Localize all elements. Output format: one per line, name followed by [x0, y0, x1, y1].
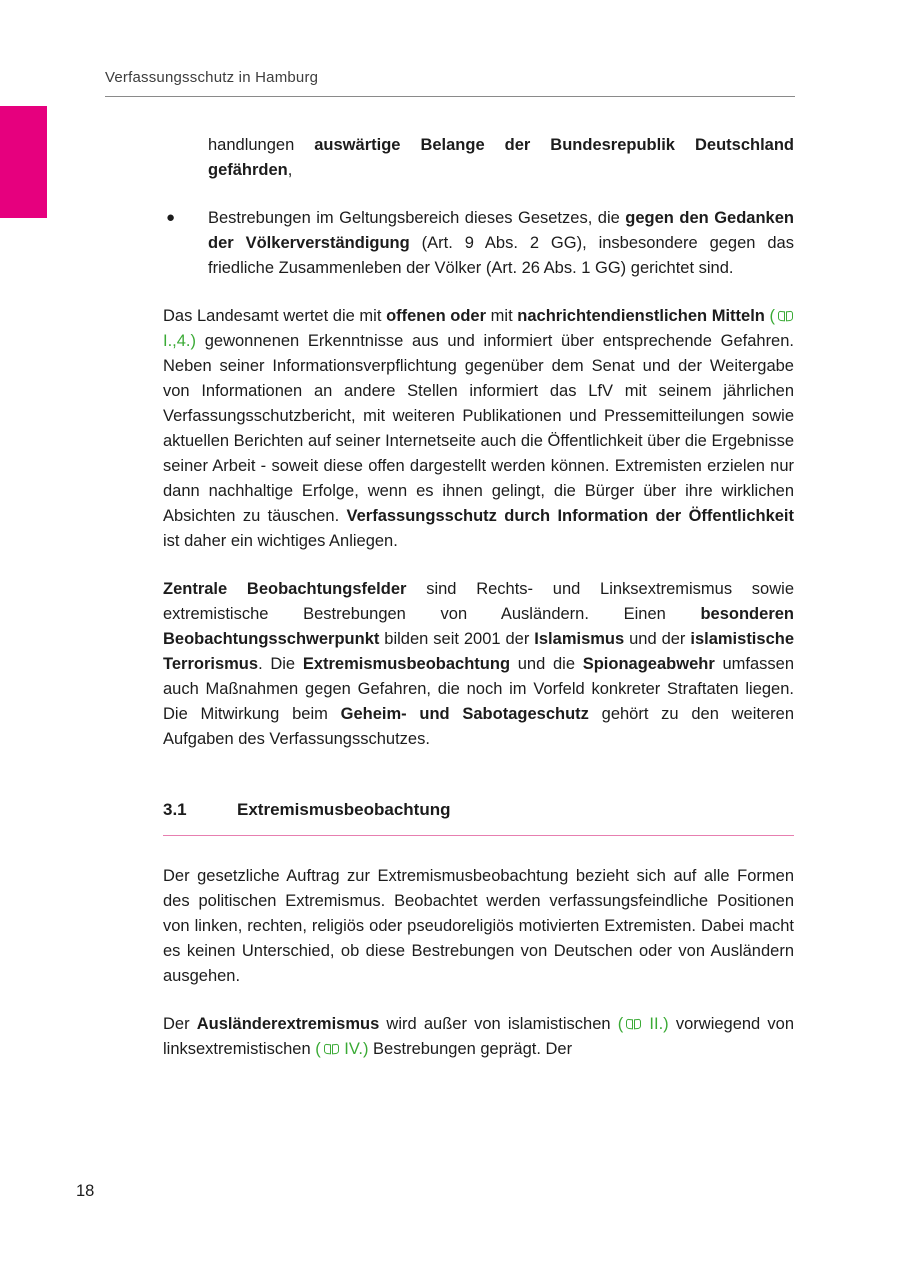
text-run: Bestrebungen im Geltungsbereich dieses Gesetzes, die: [208, 209, 626, 227]
text-run: . Die: [258, 655, 303, 673]
cross-reference-link[interactable]: IV.): [339, 1040, 369, 1058]
running-header: [105, 69, 795, 97]
text-run: Ausländerextremismus: [196, 1015, 380, 1033]
text-run: Verfassungsschutz durch Information der Öffentlichkeit: [346, 507, 795, 525]
text-run: bilden seit 2001 der: [379, 630, 535, 648]
text-run: vorwiegend von linksextremistischen: [163, 1015, 795, 1058]
paragraph-auslaenderextremismus: [163, 1012, 794, 1062]
cross-reference-link[interactable]: (: [617, 1015, 624, 1033]
paragraph-public-information: [163, 304, 794, 554]
book-icon: [324, 1044, 339, 1055]
text-run: und die: [510, 655, 583, 673]
section-number: 3.1: [163, 800, 187, 819]
text-run: wird außer von islamistischen: [379, 1015, 618, 1033]
page-number: 18: [76, 1182, 95, 1200]
text-run: Der: [163, 1015, 197, 1033]
text-run: besonderen Beobachtungsschwerpunkt: [163, 605, 794, 648]
section-title: Extremismusbeobachtung: [237, 800, 451, 819]
text-run: sind Rechts- und Linksextremismus sowie extremistische Bestrebungen von Ausländern. Einen: [163, 580, 794, 623]
text-run: islamistische Terrorismus: [163, 630, 794, 673]
text-run: Das Landesamt wertet die mit: [163, 307, 387, 325]
cross-reference-link[interactable]: (: [315, 1040, 321, 1058]
main-text-column: [163, 133, 794, 1062]
bullet-item: [163, 206, 794, 281]
text-run: und der: [624, 630, 691, 648]
text-run: Islamismus: [534, 630, 625, 648]
section-heading-3-1: [163, 797, 794, 836]
text-run: ,: [287, 161, 293, 179]
text-run: mit: [486, 307, 518, 325]
paragraph-legal-mandate: [163, 864, 794, 989]
text-run: offenen oder: [386, 307, 487, 325]
cross-reference-link[interactable]: II.): [642, 1015, 669, 1033]
text-run: gegen den Gedanken der Völkerverständigung: [208, 209, 794, 252]
text-run: Der gesetzliche Auftrag zur Extremismusbeobachtung bezieht sich auf alle Formen des politischen Extremismus. Beobachtet werden verfassungsfeindliche Positionen von linken, rechten, religiös oder pseudoreligiös motivierten Extremisten. Dabei macht es keinen Unterschied, ob diese Bestrebungen von Deutschen oder von Ausländern ausgehen.: [163, 867, 794, 985]
book-icon: [778, 311, 793, 322]
bullet-icon: ●: [166, 209, 176, 226]
text-run: auswärtige Belange der Bundesrepublik Deutschland gefährden: [208, 136, 794, 179]
text-run: Geheim- und Sabotageschutz: [340, 705, 589, 723]
text-run: handlungen: [208, 136, 315, 154]
text-run: umfassen auch Maßnahmen gegen Gefahren, die noch im Vorfeld konkreter Straftaten liegen. Die Mitwirkung beim: [163, 655, 794, 723]
paragraph-observation-fields: [163, 577, 794, 752]
text-run: Zentrale Beobachtungsfelder: [163, 580, 407, 598]
bullet-continuation-paragraph: [163, 133, 794, 183]
running-header-title: Verfassungsschutz in Hamburg: [105, 69, 319, 86]
text-run: Spionageabwehr: [582, 655, 715, 673]
text-run: (Art. 9 Abs. 2 GG), insbesondere gegen das friedliche Zusammenleben der Völker (Art. 26 Abs. 1 GG) gerichtet sind.: [208, 234, 794, 277]
book-icon: [626, 1019, 641, 1030]
cross-reference-link[interactable]: I.,4.): [163, 332, 197, 350]
text-run: ist daher ein wichtiges Anliegen.: [163, 532, 398, 550]
text-run: gehört zu den weiteren Aufgaben des Verfassungsschutzes.: [163, 705, 795, 748]
text-run: gewonnenen Erkenntnisse aus und informiert über entsprechende Gefahren. Neben seiner Informationsverpflichtung gegenüber dem Senat und der Weitergabe von Informationen an andere Stellen informiert das LfV mit seinem jährlichen Verfassungsschutzbericht, mit weiteren Publikationen und Pressemitteilungen sowie aktuellen Berichten auf seiner Internetseite auch die Öffentlichkeit über die Ergebnisse seiner Arbeit - soweit diese offen dargestellt werden können. Extremisten erzielen nur dann nachhaltige Erfolge, wenn es ihnen gelingt, die Bürger über ihre wirklichen Absichten zu täuschen.: [163, 332, 794, 525]
bullet-item-text: [208, 209, 794, 277]
cross-reference-link[interactable]: (: [769, 307, 775, 325]
text-run: nachrichtendienstlichen Mitteln: [517, 307, 765, 325]
text-run: Extremismusbeobachtung: [302, 655, 511, 673]
page-edge-marker: [0, 106, 47, 218]
text-run: Bestrebungen geprägt. Der: [368, 1040, 573, 1058]
